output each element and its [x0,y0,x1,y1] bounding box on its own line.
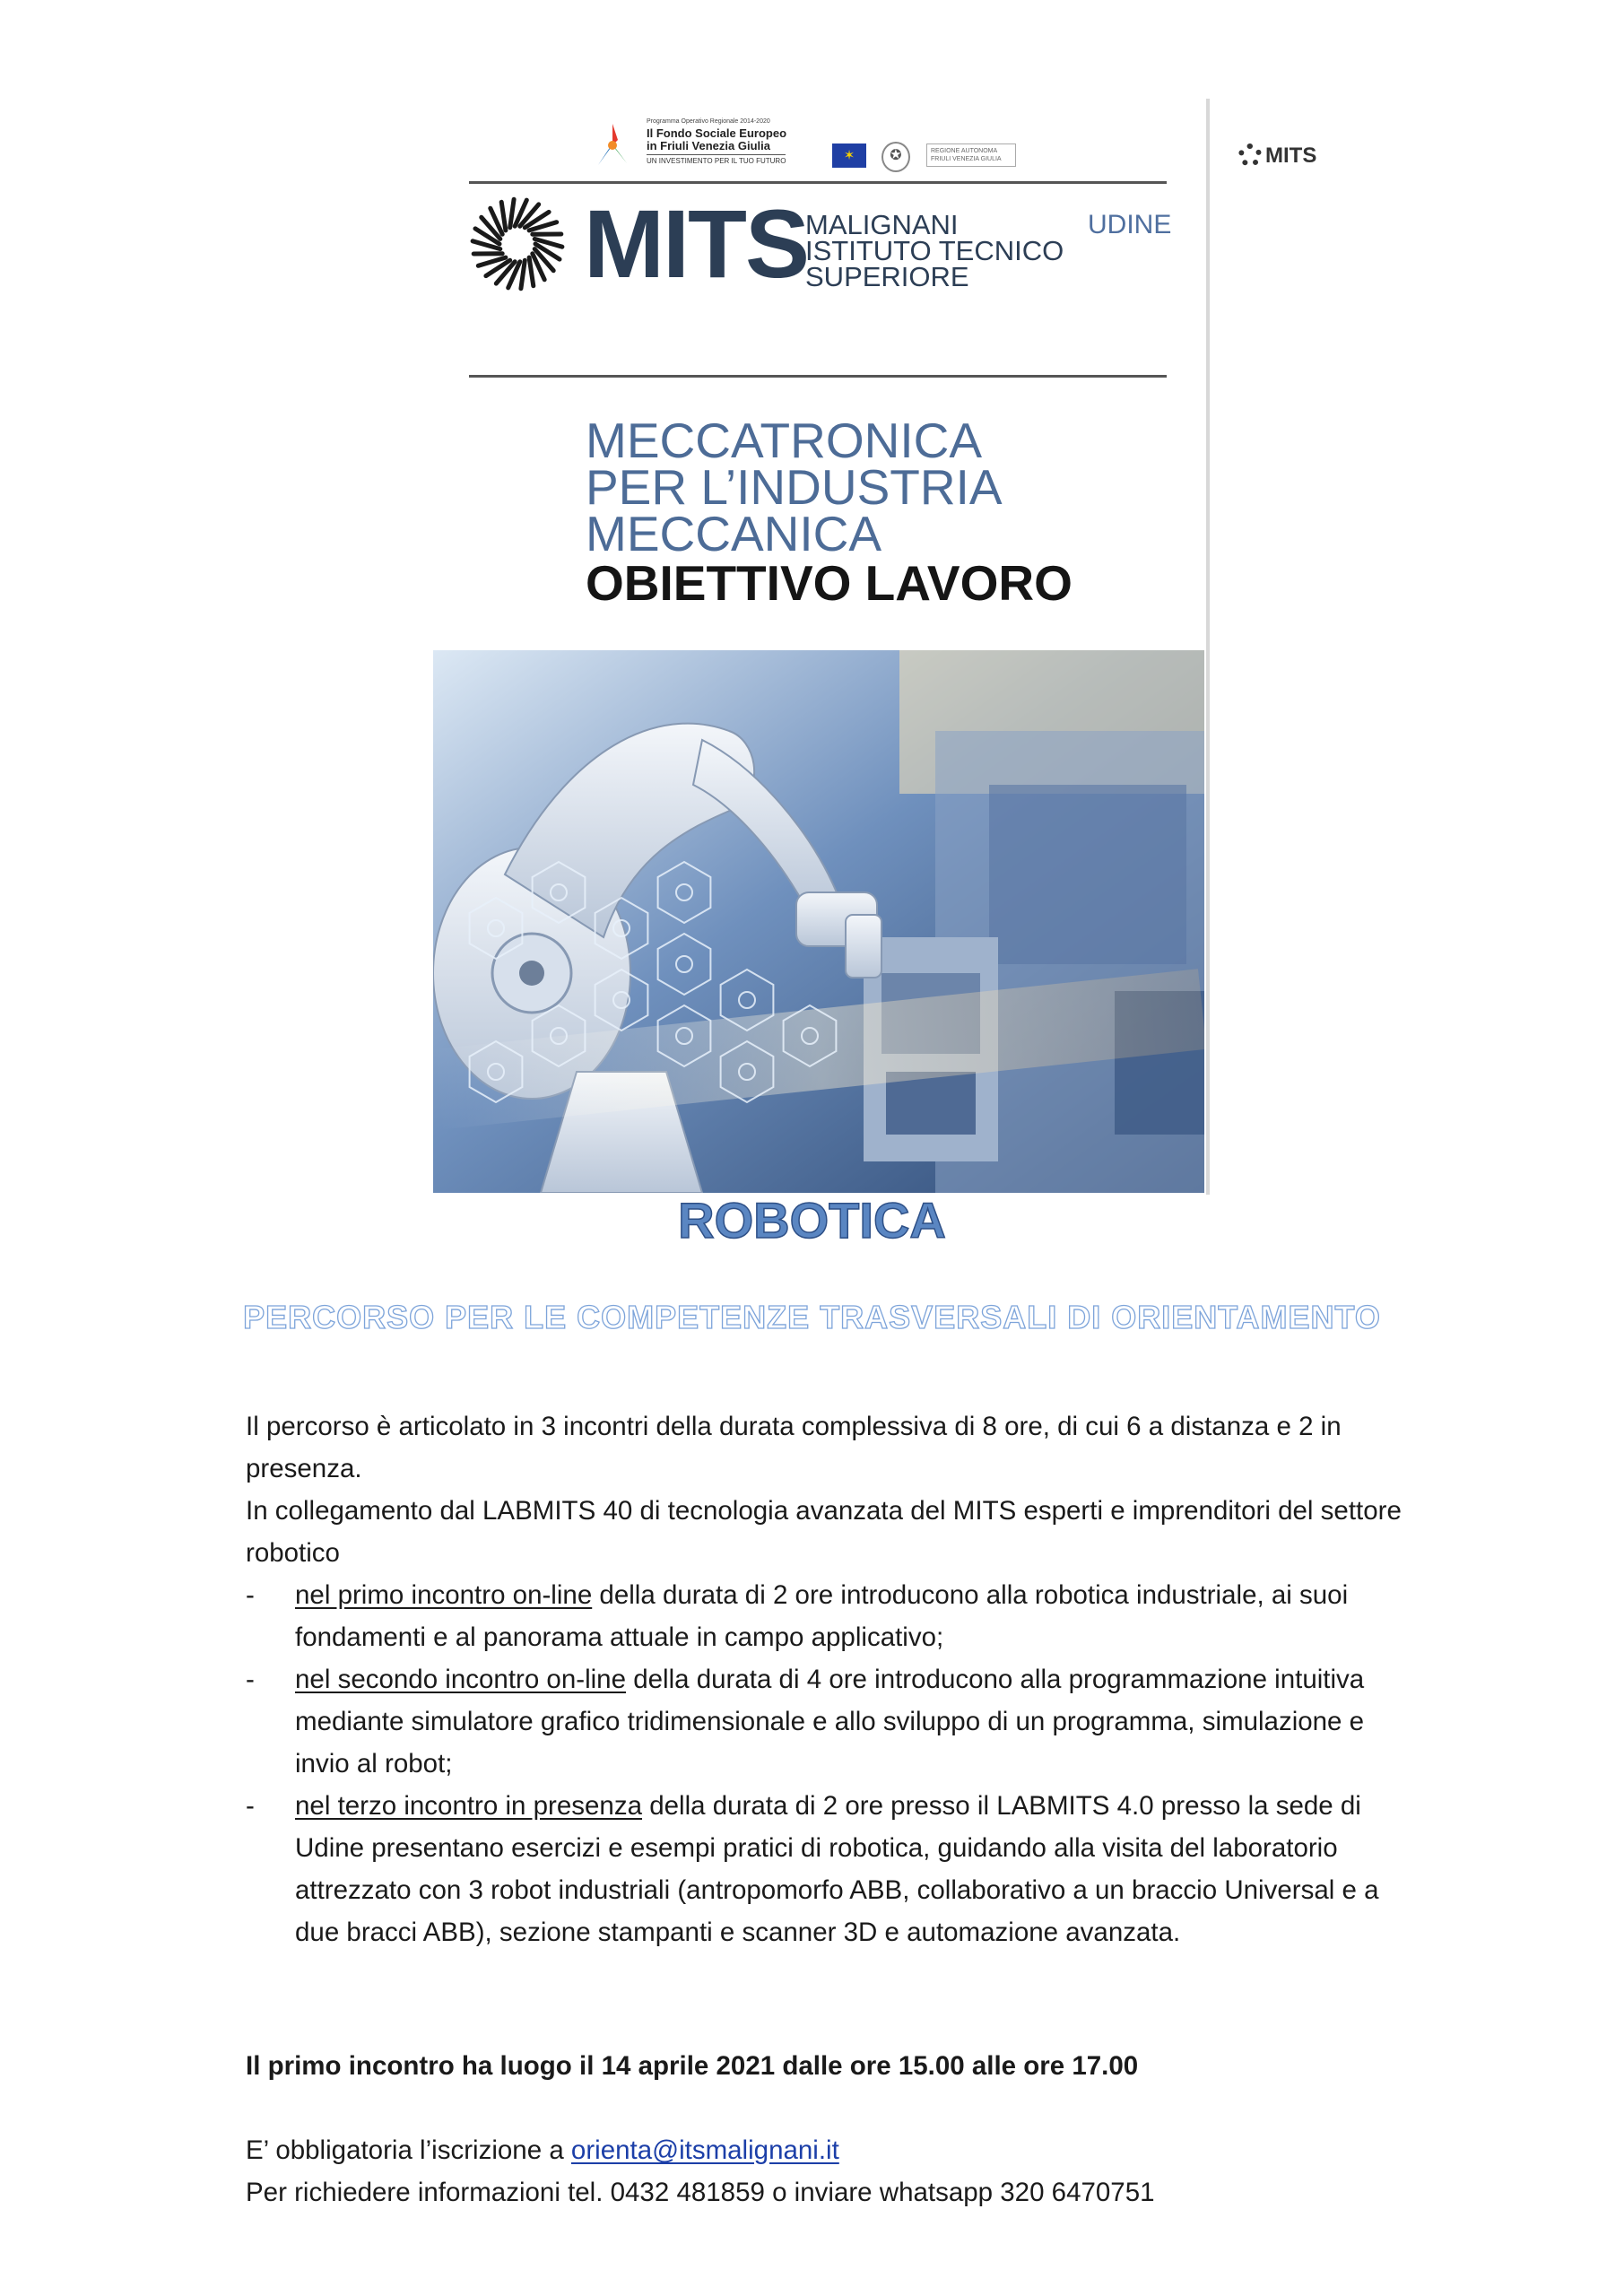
meeting-2-text: della durata di 4 ore introducono alla programmazione intuitiva mediante simulatore grafico tridimensionale e allo sviluppo di un programma, simulazione e invio al robot; [295,1665,1365,1779]
title-strong: OBIETTIVO LAVORO [586,555,1073,611]
meeting-2-label: nel secondo incontro on-line [295,1665,626,1694]
fse-programme: Programma Operativo Regionale 2014-2020 [647,118,770,125]
mits-wordmark: MITS [584,189,808,298]
list-item [246,1574,1411,1658]
registration-line [246,2129,1411,2171]
flyer-poster [433,99,1317,1195]
mits-subtitle [805,209,1064,292]
fse-line-1: Il Fondo Sociale Europeo [647,126,787,140]
meeting-3-label: nel terzo incontro in presenza [295,1791,643,1821]
contacts [246,2129,1411,2213]
meeting-3-text: della durata di 2 ore presso il LABMITS 4.0 presso la sede di Udine presentano esercizi e esempi pratici di robotica, guidando alla visita del laboratorio attrezzato con 3 robot industriali (antropomorfo ABB, collaborativo a un braccio Universal e a due bracci ABB), sezione stampanti e scanner 3D e automazione avanzata. [295,1791,1379,1947]
first-meeting-date: Il primo incontro ha luogo il 14 aprile 2021 dalle ore 15.00 alle ore 17.00 [246,2051,1139,2081]
list-dash: - [246,1791,255,1821]
page-heading: ROBOTICA [678,1192,946,1248]
divider-middle [469,375,1167,378]
mits-burst-small-icon [1238,144,1262,167]
eu-flag-icon: ✶ [832,144,866,168]
list-item [246,1658,1411,1785]
robot-arm-photo [433,650,1204,1193]
intro-paragraph-2: In collegamento dal LABMITS 40 di tecnologia avanzata del MITS esperti e imprenditori del settore robotico [246,1496,1402,1568]
intro-paragraph-1: Il percorso è articolato in 3 incontri della durata complessiva di 8 ore, di cui 6 a distanza e 2 in presenza. [246,1412,1342,1483]
mits-small-logo [1238,142,1346,169]
mits-line-3: SUPERIORE [805,261,969,292]
fse-logo-icon [586,118,639,172]
mits-line-2: ISTITUTO TECNICO [805,235,1064,266]
title-line-2: PER L’INDUSTRIA [586,459,1003,515]
fse-tagline: UN INVESTIMENTO PER IL TUO FUTURO [647,154,786,167]
city-label: UDINE [1088,210,1172,239]
course-title [586,413,1142,611]
mits-burst-icon [469,196,566,292]
list-item [246,1785,1411,1953]
page-subheading: PERCORSO PER LE COMPETENZE TRASVERSALI DI ORIENTAMENTO [243,1299,1381,1335]
mits-line-1: MALIGNANI [805,209,959,240]
title-line-3: MECCANICA [586,506,882,561]
divider-top [469,181,1167,184]
info-line: Per richiedere informazioni tel. 0432 481859 o inviare whatsapp 320 6470751 [246,2178,1155,2207]
meetings-list [246,1574,1411,1953]
email-link[interactable]: orienta@itsmalignani.it [570,2135,839,2165]
registration-text: E’ obbligatoria l’iscrizione a [246,2135,571,2165]
list-dash: - [246,1665,255,1694]
fse-text [647,117,817,167]
title-line-1: MECCATRONICA [586,413,983,468]
meeting-1-label: nel primo incontro on-line [295,1580,593,1610]
meeting-1-text: della durata di 2 ore introducono alla robotica industriale, ai suoi fondamenti e al panorama attuale in campo applicativo; [295,1580,1349,1652]
region-logo: REGIONE AUTONOMA FRIULI VENEZIA GIULIA [926,144,1016,167]
description [246,1405,1411,1953]
funders-bar [586,109,1317,190]
italy-emblem-icon: ✪ [881,142,910,172]
mits-small-text: MITS [1265,144,1317,168]
mits-main-logo [469,189,1186,303]
list-dash: - [246,1580,255,1610]
fse-line-2: in Friuli Venezia Giulia [647,139,770,152]
